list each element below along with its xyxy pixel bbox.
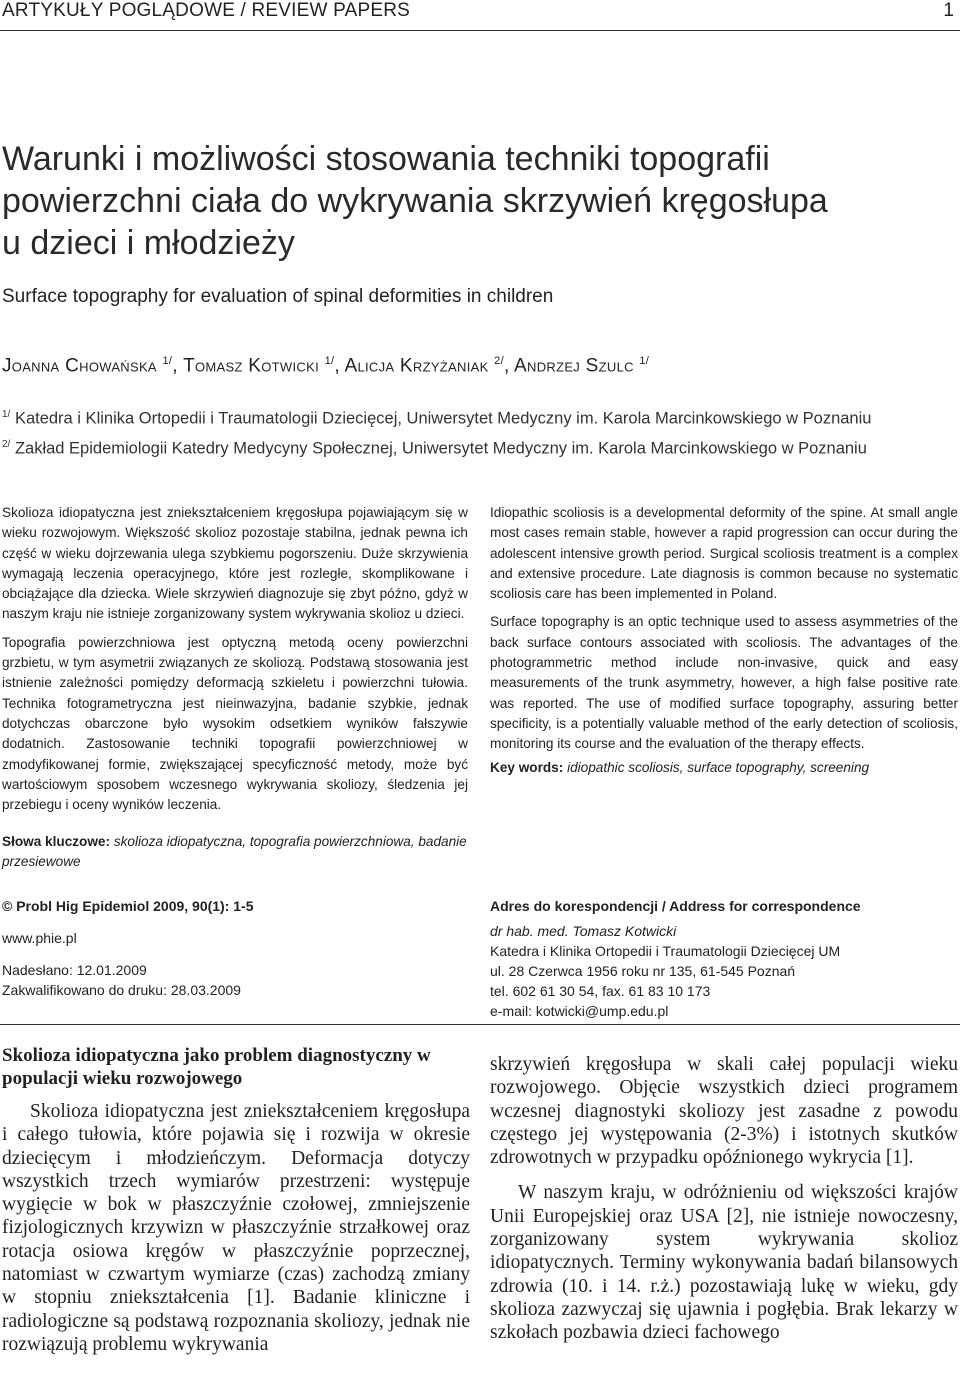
section-divider: [0, 1024, 960, 1025]
abstract-paragraph: Surface topography is an optic technique used to assess asymmetries of the back surface contours associated with scoliosis. The advantages of the photogrammetric method include non-invasive, quick and easy measurements of the trunk asymmetry, however, a high false positive rate was reported. The use of modified surface topography, assuring better specificity, is a potentially valuable method of the early detection of scoliosis, monitoring its course and the evaluation of the therapy effects.: [490, 614, 958, 752]
article-title: [2, 138, 942, 264]
section-label: ARTYKUŁY POGLĄDOWE / REVIEW PAPERS: [2, 0, 411, 21]
journal-reference: Probl Hig Epidemiol 2009, 90(1): 1-5: [16, 898, 254, 914]
author-name: Tomasz Kotwicki: [183, 355, 319, 377]
title-line: Warunki i możliwości stosowania techniki topografii: [2, 140, 770, 178]
author-name: Andrzej Szulc: [514, 355, 634, 377]
affiliations: [2, 402, 871, 461]
author-affiliation-mark: 1/: [162, 355, 173, 367]
body-paragraph: W naszym kraju, w odróżnieniu od większości krajów Unii Europejskiej oraz USA [2], nie istnieje nowoczesny, zorganizowany system wykrywania skolioz idiopatycznych. Terminy wykonywania badań bilansowych zdrowia (10. i 14. r.ż.) pozostawiają lukę w wieku, gdy skolioza zazwyczaj się ujawnia i pogłębia. Brak lekarzy w szkołach pozbawia dzieci fachowego: [490, 1182, 958, 1344]
keywords-text: idiopathic scoliosis, surface topography, screening: [567, 760, 870, 775]
body-column-left: [2, 1044, 470, 1356]
running-header: [0, 0, 960, 34]
keywords-text: skolioza idiopatyczna, topografia powierzchniowa, badanie przesiewowe: [2, 834, 467, 870]
affiliation-text: Zakład Epidemiologii Katedry Medycyny Społecznej, Uniwersytet Medyczny im. Karola Marcinkowskiego w Poznaniu: [14, 439, 867, 457]
correspondence-institution: Katedra i Klinika Ortopedii i Traumatologii Dziecięcej UM: [490, 943, 841, 959]
author-affiliation-mark: 1/: [324, 355, 335, 367]
abstract-paragraph: Topografia powierzchniowa jest optyczną metodą oceny powierzchni grzbietu, w tym asymetrii związanych ze skoliozą. Podstawą stosowania jest istnienie zależności pomiędzy deformacją szkieletu i powierzchni tułowia. Technika fotogrametryczna jest nieinwazyjna, badanie szybkie, jednak dotychczas obarczone było wysokim odsetkiem wyników fałszywie dodatnich. Zastosowanie techniki topografii powierzchniowej w zmodyfikowanej formie, zwiększającej specyficzność metody, może być wartościowym sposobem wczesnego wykrywania skoliozy, śledzenia jej przebiegu i oceny wyników leczenia.: [2, 634, 468, 813]
author-list: Joanna Chowańska $^{1/}$, Tomasz Kotwicki $^{1/}$, Alicja Krzyżaniak $^{2/}$, Andrzej Szulc $^{1/}$: [2, 355, 650, 377]
journal-citation: [2, 896, 468, 916]
abstract-polish: [2, 503, 468, 823]
correspondence-heading: Adres do korespondencji / Address for correspondence: [490, 898, 861, 914]
header-rule: [0, 30, 960, 31]
keywords-label: Key words:: [490, 760, 564, 775]
correspondence-address: [490, 896, 958, 1021]
title-line: u dzieci i młodzieży: [2, 224, 295, 262]
abstract-paragraph: Idiopathic scoliosis is a developmental deformity of the spine. At small angle most cases remain stable, however a rapid progression can occur during the adolescent intensive growth period. Surgical scoliosis treatment is a complex and extensive procedure. Late diagnosis is common because no systematic scoliosis care has been implemented in Poland.: [490, 505, 958, 602]
page-number: 1: [943, 0, 954, 21]
body-column-right: [490, 1053, 958, 1345]
affiliation-line: [2, 402, 871, 432]
correspondence-email[interactable]: e-mail: kotwicki@ump.edu.pl: [490, 1003, 669, 1019]
accepted-date: Zakwalifikowano do druku: 28.03.2009: [2, 982, 241, 998]
affiliation-mark: 2/: [2, 438, 11, 450]
abstract-english: [490, 503, 958, 763]
journal-website[interactable]: www.phie.pl: [2, 930, 77, 946]
correspondence-phone: tel. 602 61 30 54, fax. 61 83 10 173: [490, 983, 711, 999]
submitted-date: Nadesłano: 12.01.2009: [2, 962, 147, 978]
abstract-paragraph: Skolioza idiopatyczna jest zniekształceniem kręgosłupa pojawiającym się w wieku rozwojowym. Większość skolioz pozostaje stabilna, jednak pewna ich część w wieku dojrzewania ulega szybkiemu pogorszeniu. Duże skrzywienia wymagają leczenia operacyjnego, które jest rozległe, skomplikowane i obciążające dla dziecka. Wiele skrzywień diagnozuje się zbyt późno, gdyż w naszym kraju nie istnieje zorganizowany system wykrywania skolioz u dzieci.: [2, 505, 468, 622]
keywords-english: [490, 758, 958, 778]
author-name: Alicja Krzyżaniak: [344, 355, 489, 377]
keywords-label: Słowa kluczowe:: [2, 834, 111, 849]
correspondence-street: ul. 28 Czerwca 1956 roku nr 135, 61-545 Poznań: [490, 963, 796, 979]
article-subtitle: Surface topography for evaluation of spinal deformities in children: [2, 286, 554, 307]
correspondence-name: dr hab. med. Tomasz Kotwicki: [490, 923, 677, 939]
affiliation-line: [2, 432, 871, 462]
body-paragraph: skrzywień kręgosłupa w skali całej populacji wieku rozwojowego. Objęcie wszystkich dzieci programem wczesnej diagnostyki skoliozy jest zasadne z powodu częstego jej występowania (2-3%) i istotnych skutków zdrowotnych w przypadku opóźnionego wykrycia [1].: [490, 1054, 958, 1169]
author-affiliation-mark: 1/: [639, 355, 650, 367]
body-paragraph: Skolioza idiopatyczna jest zniekształceniem kręgosłupa i całego tułowia, które pojawia się i rozwija w okresie dziecięcym i młodzieńczym. Deformacja dotyczy wszystkich trzech wymiarów przestrzeni: występuje wygięcie w bok w płaszczyźnie czołowej, zmniejszenie fizjologicznych krzywizn w płaszczyźnie strzałkowej oraz rotacja osiowa kręgów w płaszczyźnie poprzecznej, natomiast w czwartym wymiarze (czas) zachodzą zmiany w stopniu zniekształcenia [1]. Badanie kliniczne i radiologiczne są podstawą rozpoznania skoliozy, jednak nie rozwiązują problemu wykrywania: [2, 1101, 470, 1355]
section-heading: Skolioza idiopatyczna jako problem diagnostyczny w populacji wieku rozwojowego: [2, 1045, 431, 1089]
copyright-icon: ©: [2, 898, 13, 914]
affiliation-mark: 1/: [2, 409, 11, 420]
author-affiliation-mark: 2/: [494, 355, 504, 367]
author-name: Joanna Chowańska: [2, 355, 157, 377]
publication-info: [2, 896, 468, 1000]
title-line: powierzchni ciała do wykrywania skrzywień kręgosłupa: [2, 182, 828, 220]
affiliation-text: Katedra i Klinika Ortopedii i Traumatologii Dziecięcej, Uniwersytet Medyczny im. Karola Marcinkowskiego w Poznaniu: [14, 409, 872, 428]
keywords-polish: [2, 832, 468, 873]
